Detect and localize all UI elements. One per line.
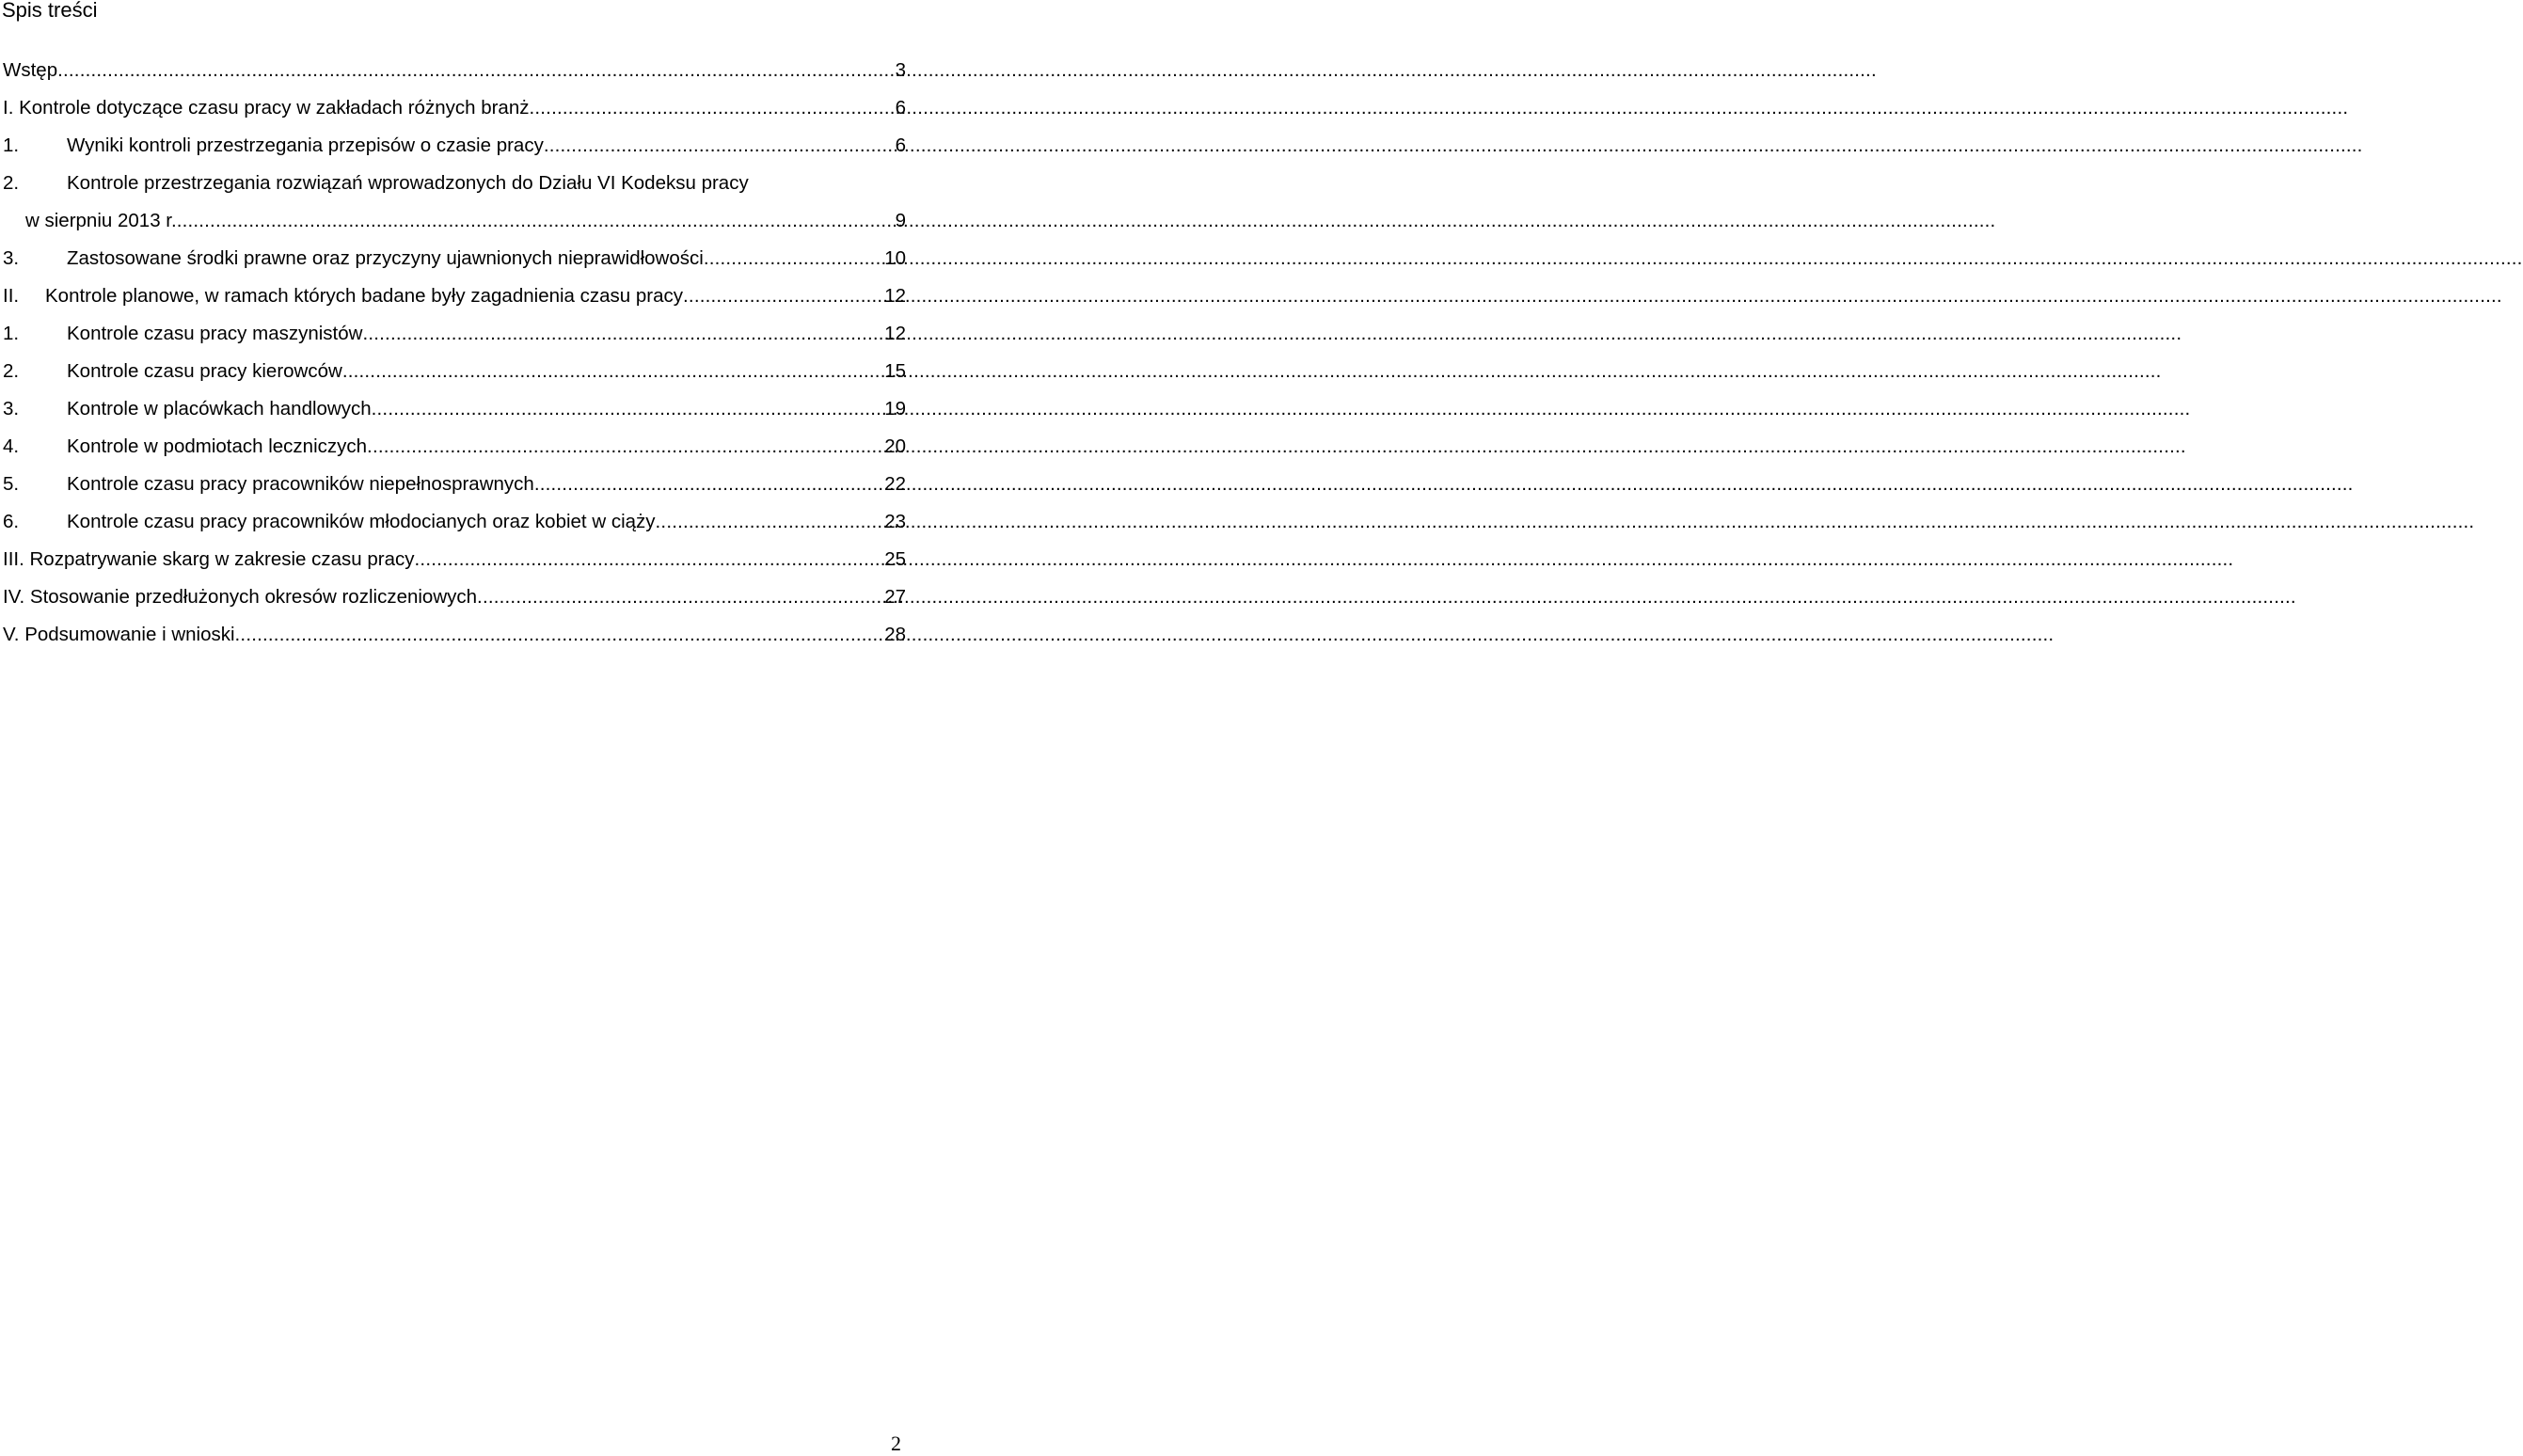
toc-entry-page: 23 <box>884 511 906 532</box>
toc-entry-page: 19 <box>884 398 906 419</box>
toc-entry-number: 3. <box>3 247 20 269</box>
toc-entry-text: Kontrole dotyczące czasu pracy w zakładach różnych branż <box>19 97 530 119</box>
toc-leader-dots <box>683 285 882 308</box>
toc-entry-page: 10 <box>884 247 906 269</box>
toc-entry-page: 3 <box>895 59 906 81</box>
toc-entry-number: 3. <box>3 398 20 419</box>
toc-entry-number: 2. <box>3 360 20 382</box>
toc-entry-page: 22 <box>884 473 906 495</box>
toc-entry-text: Kontrole czasu pracy pracowników młodocianych oraz kobiet w ciąży <box>67 511 656 532</box>
toc-leader-dots <box>372 398 883 420</box>
toc-entry-2-1[interactable] <box>3 315 906 353</box>
toc-leader-dots <box>235 624 883 646</box>
toc-entry-chapter-5[interactable] <box>3 616 906 654</box>
toc-entry-text: Stosowanie przedłużonych okresów rozliczeniowych <box>29 586 478 608</box>
toc-leader-dots <box>177 210 894 232</box>
toc-entry-text: Wstęp <box>3 59 58 81</box>
toc-leader-dots <box>530 97 894 119</box>
toc-leader-dots <box>544 135 894 157</box>
toc-leader-dots <box>477 586 882 609</box>
toc-leader-dots <box>342 360 882 383</box>
toc-entry-number: 6. <box>3 511 20 532</box>
toc-entry-page: 28 <box>884 624 906 645</box>
toc-entry-page: 12 <box>884 323 906 344</box>
toc-entry-2-4[interactable] <box>3 428 906 466</box>
toc-entry-text: Rozpatrywanie skarg w zakresie czasu pracy <box>29 548 415 570</box>
page-number: 2 <box>891 1432 901 1455</box>
toc-entry-text: Zastosowane środki prawne oraz przyczyny ujawnionych nieprawidłowości <box>67 247 704 269</box>
toc-entry-page: 6 <box>895 97 906 119</box>
toc-entry-1-3[interactable] <box>3 240 906 277</box>
toc-entry-text: Kontrole przestrzegania rozwiązań wprowadzonych do Działu VI Kodeksu pracy <box>67 172 749 194</box>
toc-entry-number: 4. <box>3 435 20 457</box>
toc-entry-text: Kontrole czasu pracy pracowników niepełnosprawnych <box>67 473 534 495</box>
toc-leader-dots <box>57 59 893 82</box>
toc-entry-1-1[interactable] <box>3 127 906 165</box>
toc-entry-page: 15 <box>884 360 906 382</box>
toc-heading: Spis treści <box>2 0 98 22</box>
toc-leader-dots <box>704 247 882 270</box>
toc-entry-page: 25 <box>884 548 906 570</box>
toc-entry-page: 9 <box>895 210 906 231</box>
toc-entry-text: Kontrole w placówkach handlowych <box>67 398 372 419</box>
toc-entry-text: Wyniki kontroli przestrzegania przepisów o czasie pracy <box>67 135 544 156</box>
toc-entry-text: Podsumowanie i wnioski <box>24 624 235 645</box>
toc-entry-2-6[interactable] <box>3 503 906 541</box>
toc-entry-number: 1. <box>3 323 20 344</box>
toc-entry-page: 12 <box>884 285 906 307</box>
toc-entry-1-2[interactable] <box>3 165 906 202</box>
toc-entry-chapter-1[interactable] <box>3 89 906 127</box>
toc-entry-number: 1. <box>3 135 20 156</box>
toc-entry-number: II. <box>3 285 20 307</box>
toc-entry-number: I. <box>3 97 14 119</box>
toc-entry-number: 5. <box>3 473 20 495</box>
toc-entry-text: Kontrole czasu pracy maszynistów <box>67 323 363 344</box>
toc-entry-2-2[interactable] <box>3 353 906 390</box>
toc-entry-2-3[interactable] <box>3 390 906 428</box>
toc-entry-number: III. <box>3 548 24 570</box>
toc-entry-chapter-3[interactable] <box>3 541 906 578</box>
toc-leader-dots <box>367 435 882 458</box>
toc-entry-page: 20 <box>884 435 906 457</box>
toc-entry-text: Kontrole czasu pracy kierowców <box>67 360 342 382</box>
toc-leader-dots <box>534 473 882 496</box>
toc-entry-number: IV. <box>3 586 25 608</box>
toc-entry-text: w sierpniu 2013 r. <box>25 210 177 231</box>
table-of-contents <box>3 52 906 654</box>
toc-entry-page: 27 <box>884 586 906 608</box>
toc-entry-chapter-4[interactable] <box>3 578 906 616</box>
toc-entry-number: V. <box>3 624 20 645</box>
toc-entry-1-2-continued[interactable] <box>3 202 906 240</box>
toc-entry-page: 6 <box>895 135 906 156</box>
toc-entry-text: Kontrole planowe, w ramach których badane były zagadnienia czasu pracy <box>45 285 684 307</box>
toc-entry-chapter-2[interactable] <box>3 277 906 315</box>
toc-leader-dots <box>362 323 882 345</box>
toc-leader-dots <box>415 548 883 571</box>
toc-entry-number: 2. <box>3 172 20 194</box>
toc-leader-dots <box>656 511 883 533</box>
toc-entry-text: Kontrole w podmiotach leczniczych <box>67 435 368 457</box>
toc-entry-2-5[interactable] <box>3 466 906 503</box>
toc-entry-wstep[interactable] <box>3 52 906 89</box>
